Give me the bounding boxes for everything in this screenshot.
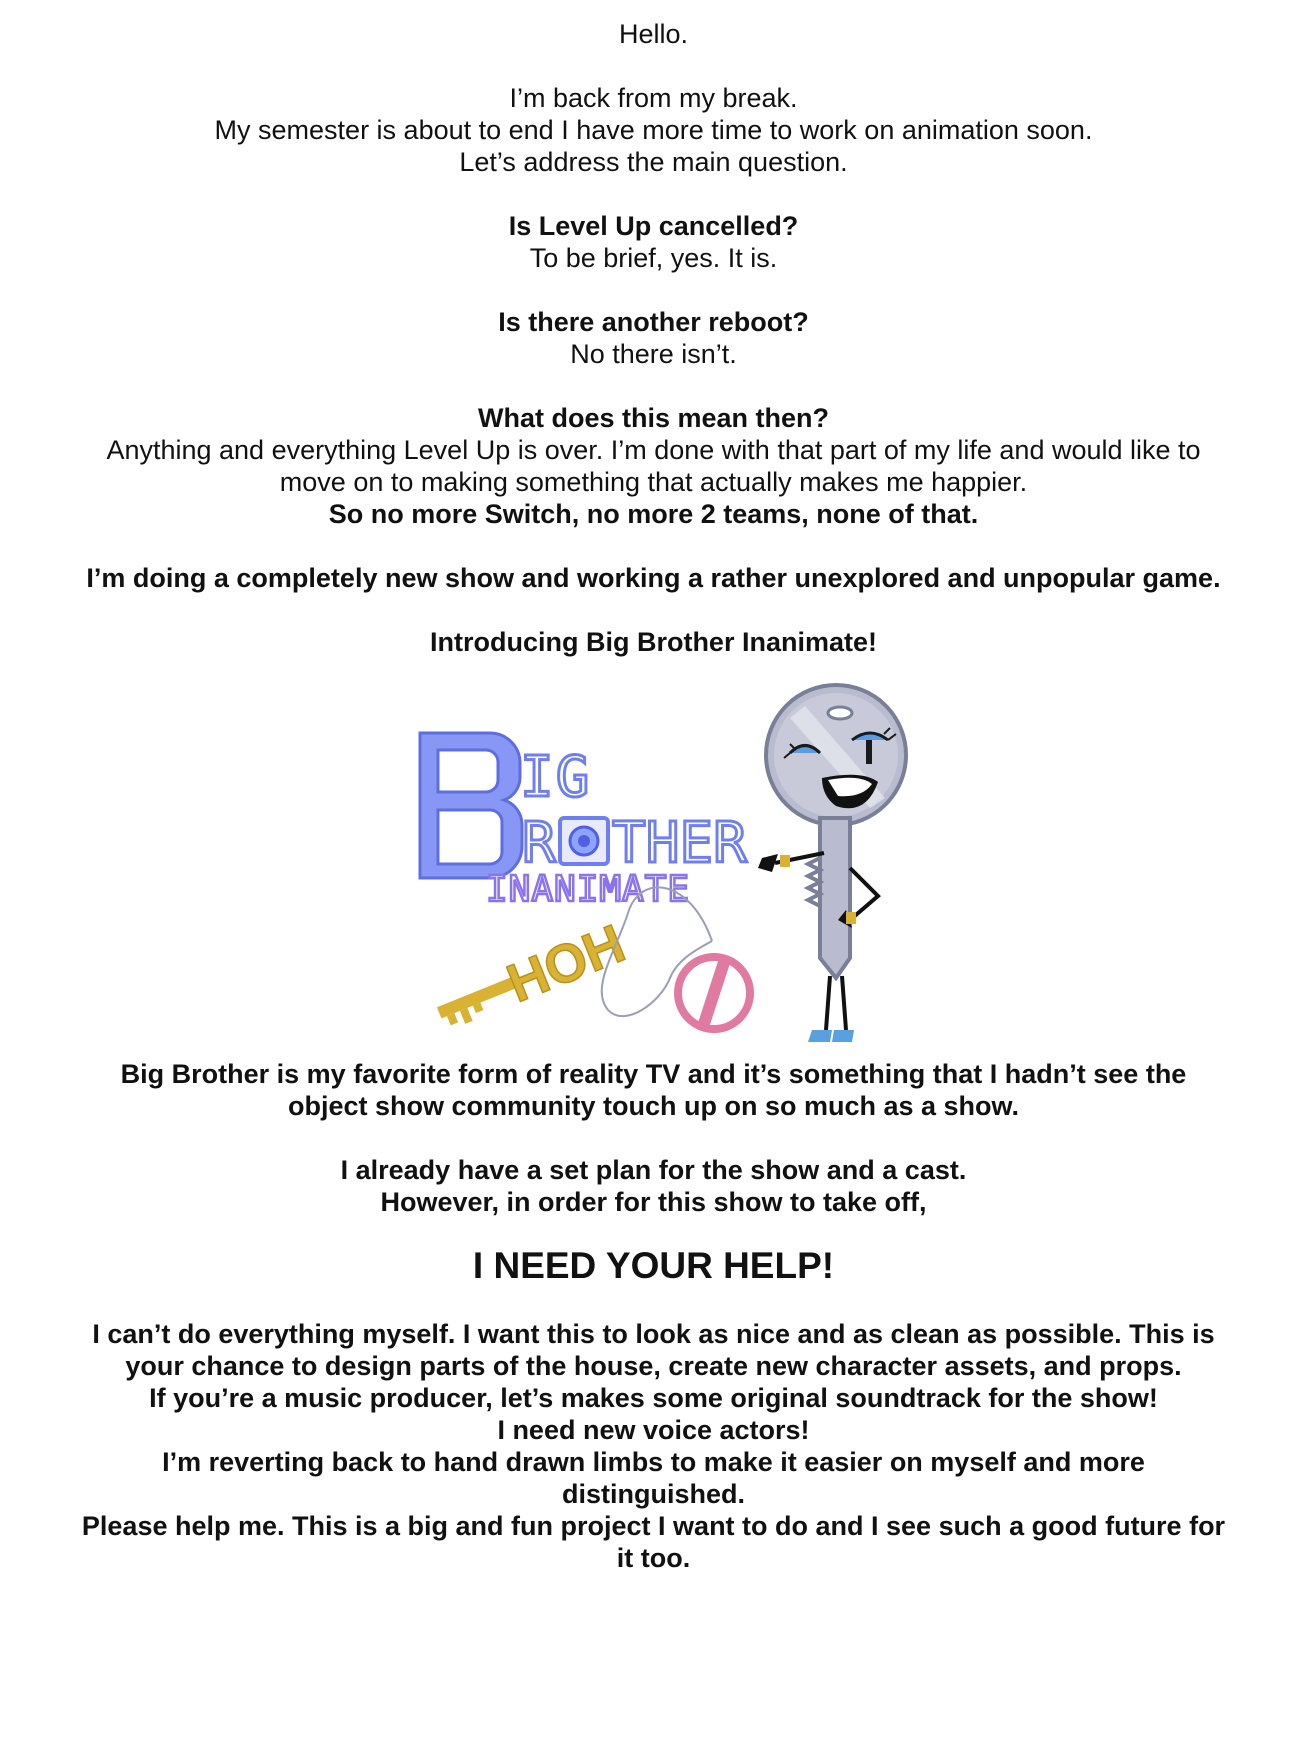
logo-artwork bbox=[0, 658, 1307, 1058]
greeting: Hello. bbox=[618, 19, 689, 49]
pitch-line: object show community touch up on so much as a show. bbox=[287, 1091, 1020, 1121]
help-line: your chance to design parts of the house, create new character assets, and props. bbox=[125, 1351, 1182, 1381]
logo-letter-b bbox=[420, 733, 522, 878]
hoh-key-icon bbox=[429, 913, 633, 1042]
answer-meaning-line: Anything and everything Level Up is over. I’m done with that part of my life and would like to bbox=[106, 435, 1201, 465]
intro-line: Let’s address the main question. bbox=[459, 147, 848, 177]
help-line: it too. bbox=[616, 1543, 691, 1573]
answer-reboot: No there isn’t. bbox=[570, 339, 737, 369]
logo-word-ther: THER bbox=[612, 811, 747, 876]
new-show-line: I’m doing a completely new show and working a rather unexplored and unpopular game. bbox=[86, 563, 1221, 593]
help-line: Please help me. This is a big and fun project I want to do and I see such a good future for bbox=[81, 1511, 1226, 1541]
answer-cancelled: To be brief, yes. It is. bbox=[529, 243, 778, 273]
intro-line: I’m back from my break. bbox=[509, 83, 798, 113]
question-reboot: Is there another reboot? bbox=[498, 307, 809, 337]
help-line: distinguished. bbox=[561, 1479, 745, 1509]
intro-line: My semester is about to end I have more time to work on animation soon. bbox=[214, 115, 1093, 145]
help-line: I need new voice actors! bbox=[497, 1415, 810, 1445]
answer-meaning-line: move on to making something that actually makes me happier. bbox=[279, 467, 1028, 497]
logo-word-inanimate: INANIMATE bbox=[486, 869, 691, 910]
help-heading: I NEED YOUR HELP! bbox=[472, 1245, 835, 1286]
help-line: I can’t do everything myself. I want this to look as nice and as clean as possible. This is bbox=[92, 1319, 1215, 1349]
key-character bbox=[758, 685, 906, 1042]
introducing-line: Introducing Big Brother Inanimate! bbox=[429, 627, 877, 657]
medallion-icon bbox=[678, 957, 750, 1029]
help-line: If you’re a music producer, let’s makes some original soundtrack for the show! bbox=[149, 1383, 1158, 1413]
big-brother-inanimate-logo bbox=[0, 658, 1307, 1058]
plan-line: However, in order for this show to take off, bbox=[380, 1187, 927, 1217]
help-line: I’m reverting back to hand drawn limbs to make it easier on myself and more bbox=[162, 1447, 1145, 1477]
question-cancelled: Is Level Up cancelled? bbox=[508, 211, 799, 241]
question-meaning: What does this mean then? bbox=[477, 403, 830, 433]
plan-line: I already have a set plan for the show and a cast. bbox=[340, 1155, 967, 1185]
pitch-line: Big Brother is my favorite form of reality TV and it’s something that I hadn’t see the bbox=[120, 1059, 1187, 1089]
logo-word-ig: IG bbox=[520, 745, 592, 810]
hoh-label: HOH bbox=[499, 913, 633, 1015]
logo-word-r: R bbox=[522, 811, 556, 876]
meaning-emphasis: So no more Switch, no more 2 teams, none of that. bbox=[328, 499, 979, 529]
